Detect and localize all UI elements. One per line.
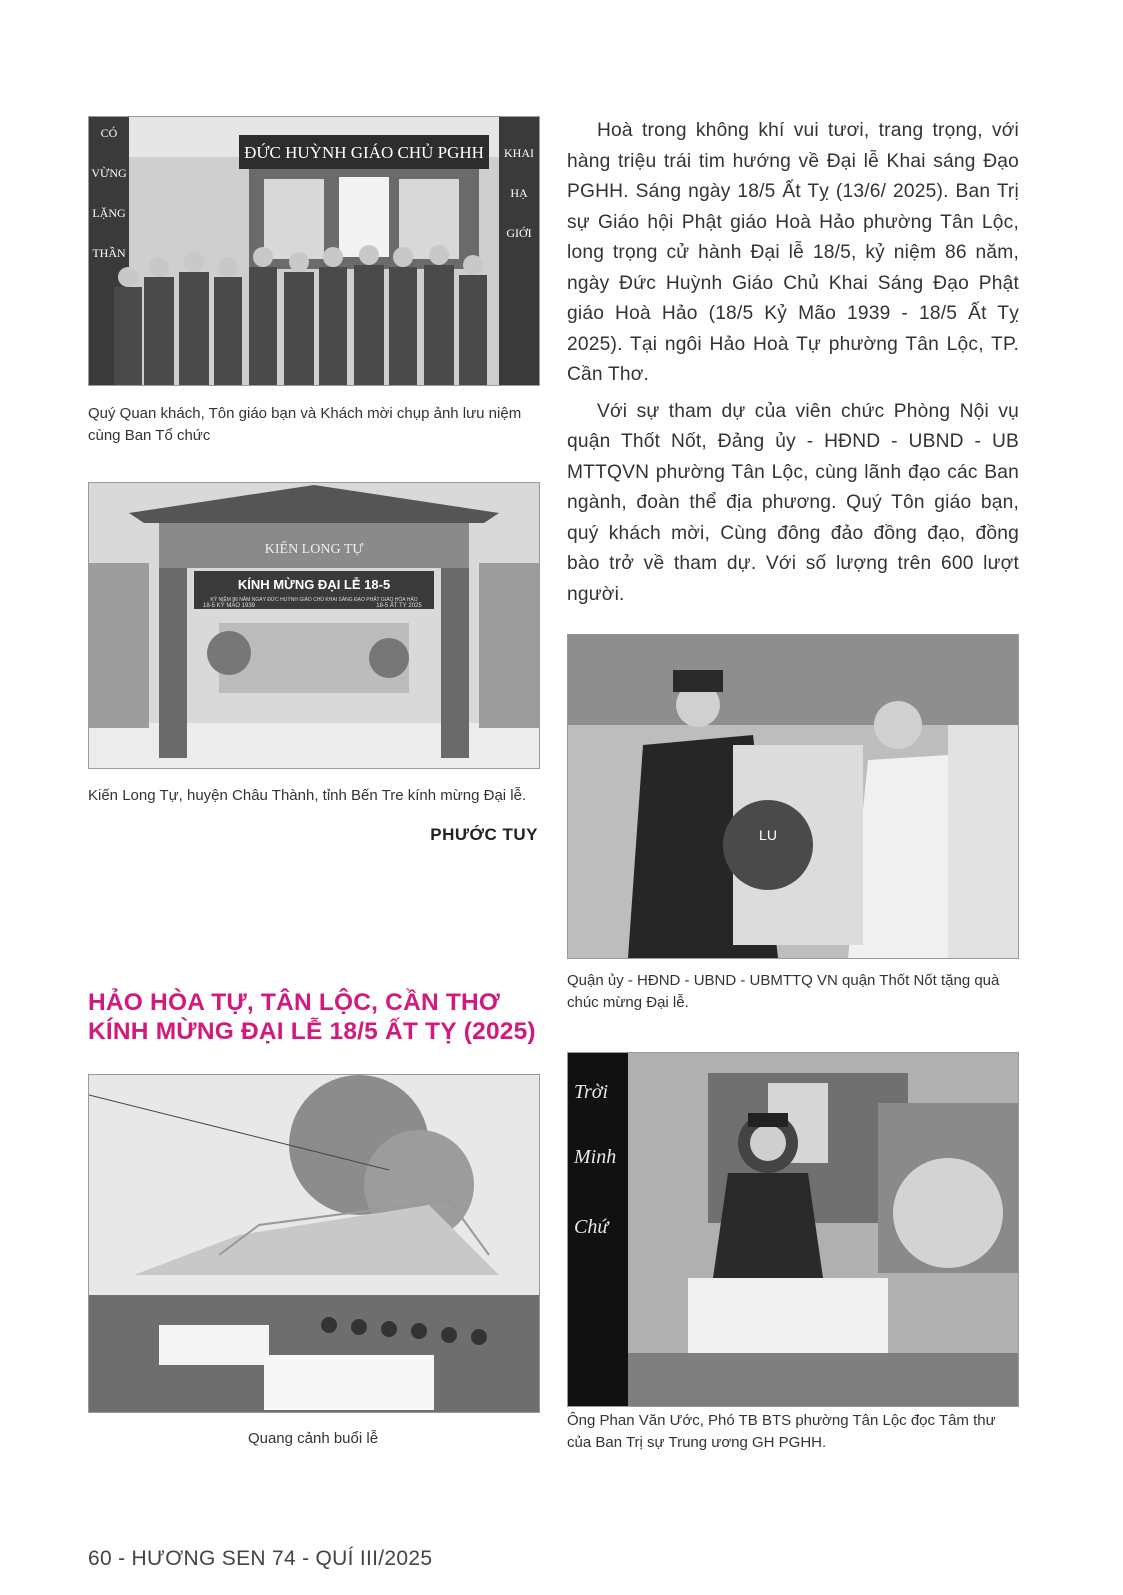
photo-group-guests: [88, 116, 540, 386]
body-paragraph: Với sự tham dự của viên chức Phòng Nội vụ quận Thốt Nốt, Đảng ủy - HĐND - UBND - UB MTTQVN phường Tân Lộc, cùng lãnh đạo các Ban ngành, đoàn thể địa phương. Quý Tôn giáo bạn, quý khách mời, Cùng đông đảo đồng đạo, đồng bào trở về tham dự. Với số lượng trên 600 lượt người.: [567, 400, 1019, 605]
article-author: PHƯỚC TUY: [430, 825, 538, 844]
photo1-banner-char: LẶNG: [92, 206, 126, 220]
caption-photo3: Quận ủy - HĐND - UBND - UBMTTQ VN quận Thốt Nốt tặng quà chúc mừng Đại lễ.: [567, 972, 1000, 1011]
photo-ceremony-overview: [88, 1074, 540, 1413]
photo1-banner-char: CÓ: [100, 126, 118, 140]
photo-gift-presentation: [567, 634, 1019, 959]
section-headline: HẢO HÒA TỰ, TÂN LỘC, CẦN THƠ KÍNH MỪNG ĐẠI LỄ 18/5 ẤT TỴ (2025): [88, 989, 536, 1045]
photo1-banner-char: GIỚI: [506, 226, 532, 240]
page-footer: 60 - HƯƠNG SEN 74 - QUÍ III/2025: [88, 1547, 433, 1570]
photo1-banner-char: KHAI: [504, 146, 534, 160]
photo5-banner-char: Minh: [574, 1146, 617, 1168]
photo-speaker: [567, 1052, 1019, 1407]
photo3-gift-label: LU: [759, 827, 777, 843]
photo5-banner-char: Trời: [574, 1081, 609, 1103]
body-paragraph: Hoà trong không khí vui tươi, trang trọng, với hàng triệu trái tim hướng về Đại lễ Khai sáng Đạo PGHH. Sáng ngày 18/5 Ất Tỵ (13/6/ 2025). Ban Trị sự Giáo hội Phật giáo Hoà Hảo phường Tân Lộc, long trọng cử hành Đại lễ 18/5, kỷ niệm 86 năm, ngày Đức Huỳnh Giáo Chủ Khai Sáng Đạo Phật giáo Hoà Hảo (18/5 Kỷ Mão 1939 - 18/5 Ất Tỵ 2025). Tại ngôi Hảo Hoà Tự phường Tân Lộc, TP. Cần Thơ.: [567, 120, 1019, 385]
caption-photo4: Quang cảnh buổi lễ: [247, 1430, 379, 1447]
photo1-banner-char: HẠ: [510, 186, 528, 200]
photo2-banner-sub: KỶ NIỆM 86 NĂM NGÀY ĐỨC HUỲNH GIÁO CHỦ KHAI SÁNG ĐẠO PHẬT GIÁO HÒA HẢO: [210, 597, 418, 603]
caption-photo1: Quý Quan khách, Tôn giáo bạn và Khách mời chụp ảnh lưu niệm cùng Ban Tổ chức: [88, 405, 522, 444]
caption-photo2: Kiến Long Tự, huyện Châu Thành, tỉnh Bến Tre kính mừng Đại lễ.: [88, 787, 527, 804]
photo2-banner-date: 18-5 ẤT TỴ 2025: [376, 603, 422, 609]
caption-photo5: Ông Phan Văn Ước, Phó TB BTS phường Tân Lộc đọc Tâm thư của Ban Trị sự Trung ương GH PGHH.: [567, 1412, 996, 1451]
photo2-banner: KÍNH MỪNG ĐẠI LỄ 18-5: [237, 577, 391, 592]
photo-temple-gate: [88, 482, 540, 769]
photo2-gate-name: KIẾN LONG TỰ: [264, 542, 364, 557]
article-body: [567, 116, 1019, 616]
photo5-banner-char: Chứ: [574, 1216, 609, 1238]
photo1-gate-sign: ĐỨC HUỲNH GIÁO CHỦ PGHH: [244, 143, 484, 162]
photo2-banner-date: 18-5 KỶ MÃO 1939: [202, 603, 256, 609]
photo1-banner-char: VỪNG: [91, 166, 127, 180]
photo1-banner-char: THẦN: [92, 246, 126, 260]
